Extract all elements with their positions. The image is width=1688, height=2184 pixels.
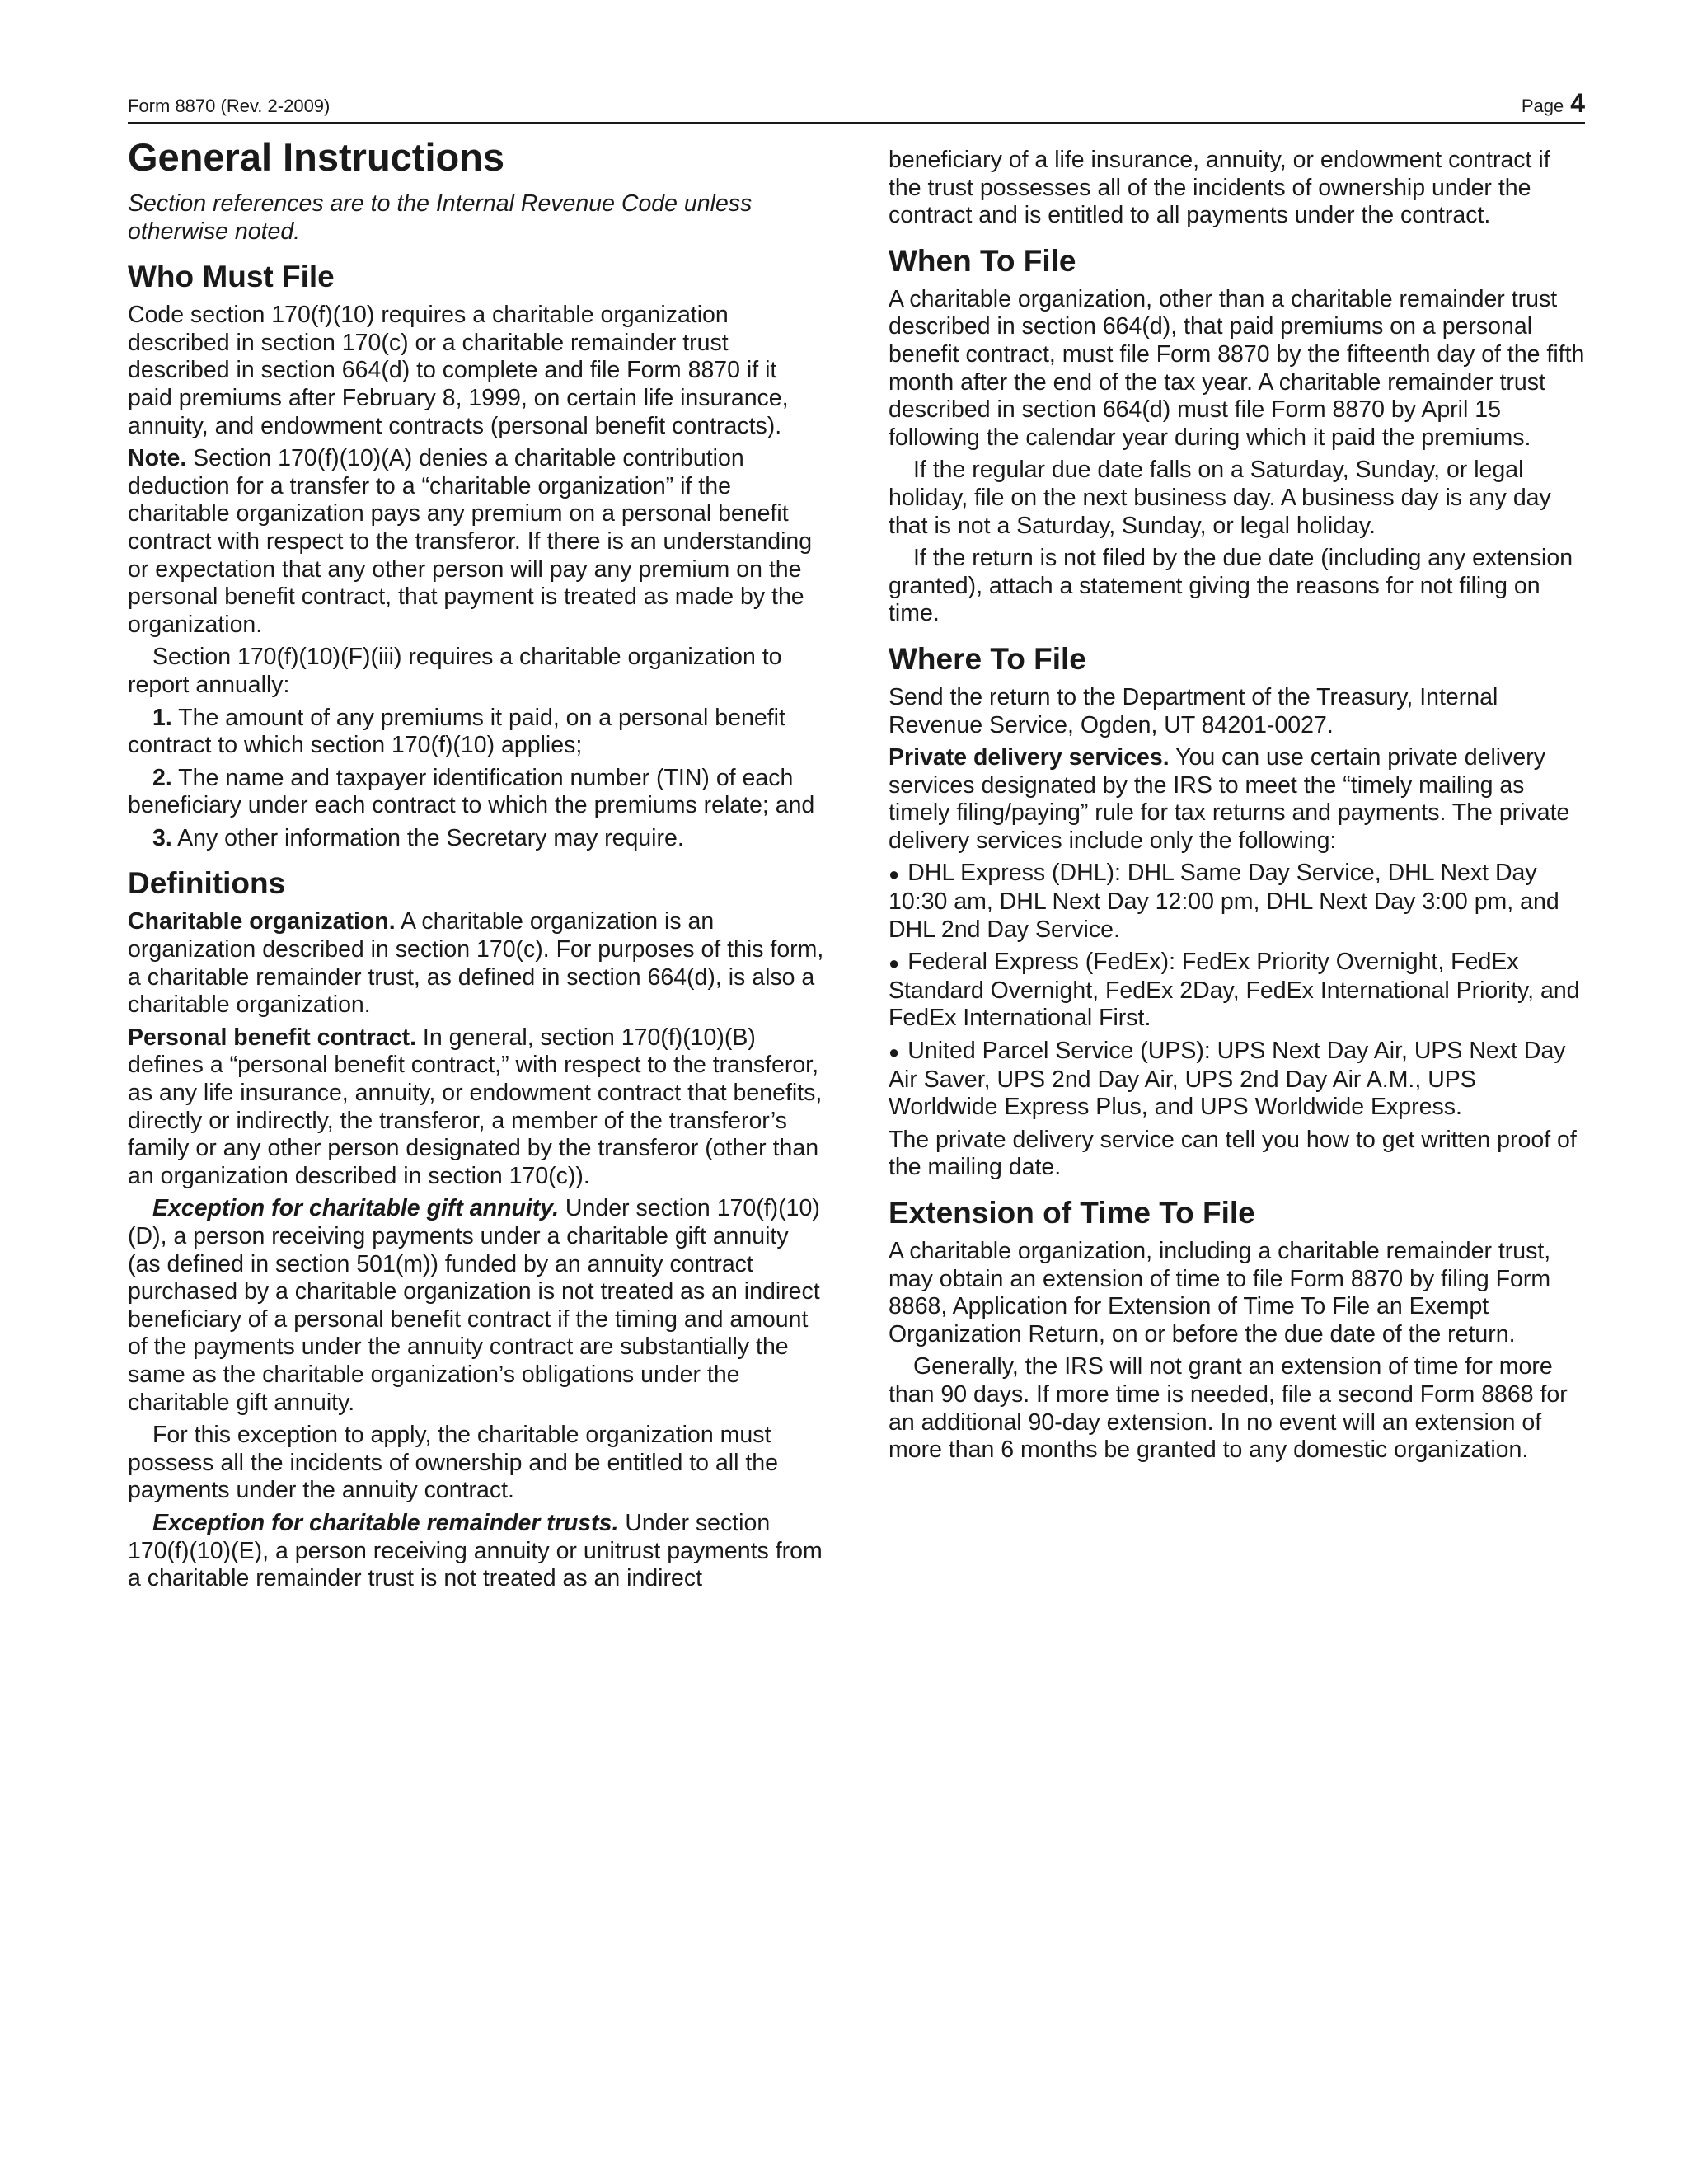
paragraph (128, 1195, 824, 1417)
page-indicator (1522, 88, 1585, 119)
paragraph-text: You can use certain private delivery services designated by the IRS to meet the “timely mailing as timely filing/paying” rule for tax returns and payments. The private delivery services include only the following: (889, 744, 1570, 854)
page-title: General Instructions (128, 135, 505, 179)
paragraph-text: Section 170(f)(10)(A) denies a charitable contribution deduction for a transfer to a “charitable organization” if the charitable organization pays any premium on a personal benefit contract with respect to the transferor. If there is an understanding or expectation that any other person will pay any premium on the personal benefit contract, that payment is treated as made by the organization. (128, 445, 813, 638)
right-column (889, 147, 1585, 1469)
bold-label: Note. (128, 445, 187, 472)
paragraph: beneficiary of a life insurance, annuity, or endowment contract if the trust possesses all of the incidents of ownership under the contract and is entitled to all payments under the contract. (889, 147, 1550, 229)
bold-label: Private delivery services. (889, 744, 1170, 771)
paragraph-text: In general, section 170(f)(10)(B) defines a “personal benefit contract,” with respect to the transferor, as any life insurance, annuity, or endowment contract that benefits, directly or indirectly, the transferor, a member of the transferor’s family or any other person designated by the transferor (other than an organization described in section 170(c)). (128, 1024, 823, 1189)
paragraph (889, 744, 1585, 855)
paragraph: The private delivery service can tell you how to get written proof of the mailing date. (889, 1126, 1577, 1181)
list-text: The name and taxpayer identification number (TIN) of each beneficiary under each contract to which the premiums relate; and (128, 764, 815, 819)
paragraph-text: A charitable organization is an organization described in section 170(c). For purposes of this form, a charitable remainder trust, as defined in section 664(d), is also a charitable organization. (128, 908, 824, 1019)
paragraph: Generally, the IRS will not grant an extension of time for more than 90 days. If more time is needed, file a second Form 8868 for an additional 90-day extension. In no event will an extension of more than 6 months be granted to any domestic organization. (889, 1353, 1568, 1464)
bold-italic-label: Exception for charitable gift annuity. (152, 1195, 560, 1222)
page-header (128, 89, 1585, 124)
page-number: 4 (1570, 88, 1585, 118)
left-column (128, 134, 824, 1598)
paragraph: A charitable organization, other than a charitable remainder trust described in section 664(d), that paid premiums on a personal benefit contract, must file Form 8870 by the fifteenth day of the fifth month after the end of the tax year. A charitable remainder trust described in section 664(d) must file Form 8870 by April 15 following the calendar year during which it paid the premiums. (889, 285, 1585, 451)
heading-extension: Extension of Time To File (889, 1196, 1255, 1230)
list-text: Any other information the Secretary may require. (171, 824, 684, 851)
list-number: 1. (152, 704, 172, 731)
list-item (128, 825, 824, 853)
paragraph (128, 1510, 824, 1593)
paragraph-text: Under section 170(f)(10)(E), a person receiving annuity or unitrust payments from a charitable remainder trust is not treated as an indirect (128, 1509, 823, 1592)
list-item (128, 765, 824, 820)
paragraph: Send the return to the Department of the Treasury, Internal Revenue Service, Ogden, UT 84201-0027. (889, 683, 1498, 738)
heading-definitions: Definitions (128, 866, 286, 901)
form-number: Form 8870 (Rev. 2-2009) (128, 96, 331, 116)
heading-where-to-file: Where To File (889, 641, 1086, 676)
list-text: The amount of any premiums it paid, on a personal benefit contract to which section 170(f)(10) applies; (128, 704, 785, 759)
paragraph: A charitable organization, including a charitable remainder trust, may obtain an extension of time to file Form 8870 by filing Form 8868, Application for Extension of Time To File an Exempt Organization Return, on or before the due date of the return. (889, 1238, 1551, 1347)
bullet-item: ● Federal Express (FedEx): FedEx Priority Overnight, FedEx Standard Overnight, FedEx 2Day, FedEx International Priority, and FedEx International First. (889, 949, 1585, 1033)
bold-label: Personal benefit contract. (128, 1024, 417, 1051)
intro-note: Section references are to the Internal Revenue Code unless otherwise noted. (128, 190, 753, 245)
paragraph (128, 1024, 824, 1191)
paragraph (128, 908, 824, 1019)
bullet-item: ● United Parcel Service (UPS): UPS Next Day Air, UPS Next Day Air Saver, UPS 2nd Day Air, UPS 2nd Day Air A.M., UPS Worldwide Express Plus, and UPS Worldwide Express. (889, 1038, 1585, 1122)
page-label: Page (1521, 96, 1564, 116)
list-item (128, 705, 824, 760)
bullet-item: ● DHL Express (DHL): DHL Same Day Service, DHL Next Day 10:30 am, DHL Next Day 12:00 pm, DHL Next Day 3:00 pm, and DHL 2nd Day Service. (889, 860, 1585, 944)
paragraph-text: Under section 170(f)(10)(D), a person receiving payments under a charitable gift annuity (as defined in section 501(m)) funded by an annuity contract purchased by a charitable organization is not treated as an indirect beneficiary of a personal benefit contract if the timing and amount of the payments under the annuity contract are substantially the same as the charitable organization’s obligations under the charitable gift annuity. (128, 1195, 820, 1416)
paragraph: Section 170(f)(10)(F)(iii) requires a charitable organization to report annually: (128, 644, 782, 698)
bold-label: Charitable organization. (128, 908, 396, 935)
heading-when-to-file: When To File (889, 243, 1076, 278)
list-number: 3. (152, 824, 172, 851)
paragraph: If the regular due date falls on a Saturday, Sunday, or legal holiday, file on the next business day. A business day is any day that is not a Saturday, Sunday, or legal holiday. (889, 457, 1551, 539)
paragraph: For this exception to apply, the charitable organization must possess all the incidents of ownership and be entitled to all the payments under the annuity contract. (128, 1422, 778, 1504)
paragraph: If the return is not filed by the due date (including any extension granted), attach a statement giving the reasons for not filing on time. (889, 545, 1573, 627)
list-number: 2. (152, 764, 172, 791)
paragraph (128, 445, 824, 639)
paragraph: Code section 170(f)(10) requires a charitable organization described in section 170(c) or a charitable remainder trust described in section 664(d) to complete and file Form 8870 if it paid premiums after February 8, 1999, on certain life insurance, annuity, and endowment contracts (personal benefit contracts). (128, 302, 789, 439)
bold-italic-label: Exception for charitable remainder trusts. (152, 1509, 619, 1536)
heading-who-must-file: Who Must File (128, 260, 335, 294)
